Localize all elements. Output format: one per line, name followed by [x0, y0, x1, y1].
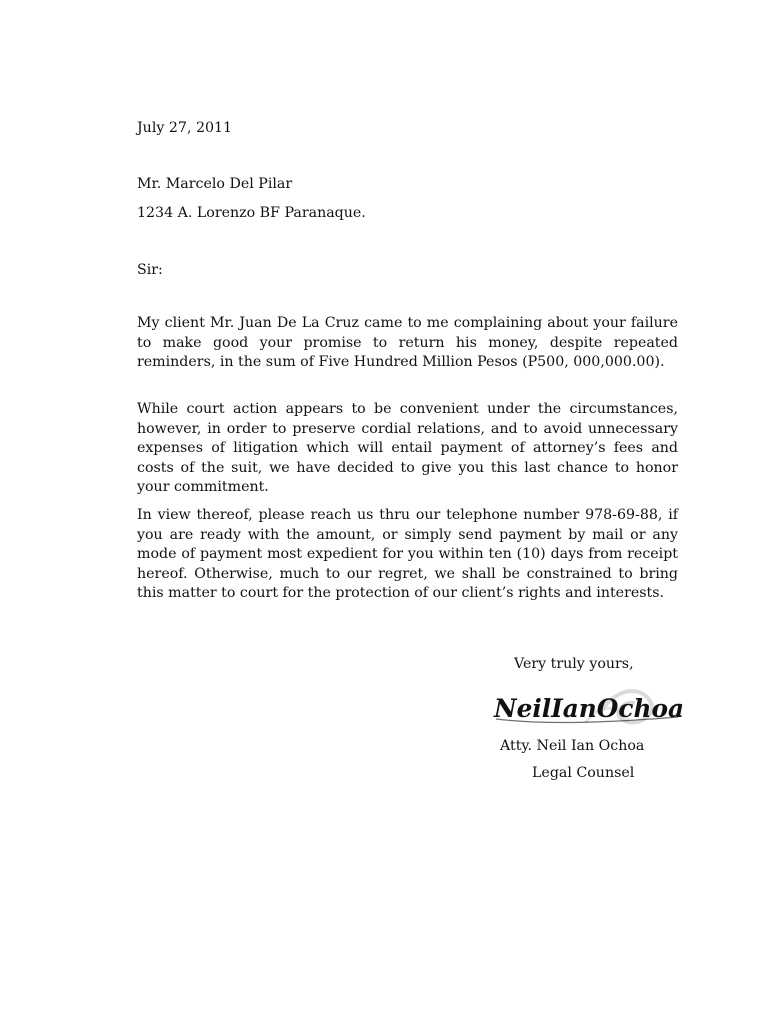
salutation: Sir:	[137, 262, 163, 278]
body-paragraph-2: While court action appears to be convenient under the circumstances, however, in order to preserve cordial relations, and to avoid unnecessary expenses of litigation which will entail payment of attorney’s fees and costs of the suit, we have decided to give you this last chance to honor your commitment.	[137, 401, 678, 496]
signer-title: Legal Counsel	[532, 765, 635, 781]
signer-name: Atty. Neil Ian Ochoa	[500, 738, 645, 754]
body-paragraph-3: In view thereof, please reach us thru our telephone number 978-69-88, if you are ready with the amount, or simply send payment by mail or any mode of payment most expedient for you within ten (10) days from receipt hereof. Otherwise, much to our regret, we shall be constrained to bring this matter to court for the protection of our client’s rights and interests.	[137, 507, 678, 602]
recipient-address: 1234 A. Lorenzo BF Paranaque.	[137, 205, 366, 221]
body-paragraph-1: My client Mr. Juan De La Cruz came to me complaining about your failure to make good your promise to return his money, despite repeated reminders, in the sum of Five Hundred Million Pesos (P500, 000,000.00).	[137, 315, 678, 371]
closing: Very truly yours,	[514, 656, 634, 672]
svg-text:NeilIanOchoa: NeilIanOchoa	[493, 694, 684, 723]
letter-date: July 27, 2011	[137, 120, 233, 136]
signature-image	[490, 683, 690, 731]
recipient-name: Mr. Marcelo Del Pilar	[137, 176, 293, 192]
